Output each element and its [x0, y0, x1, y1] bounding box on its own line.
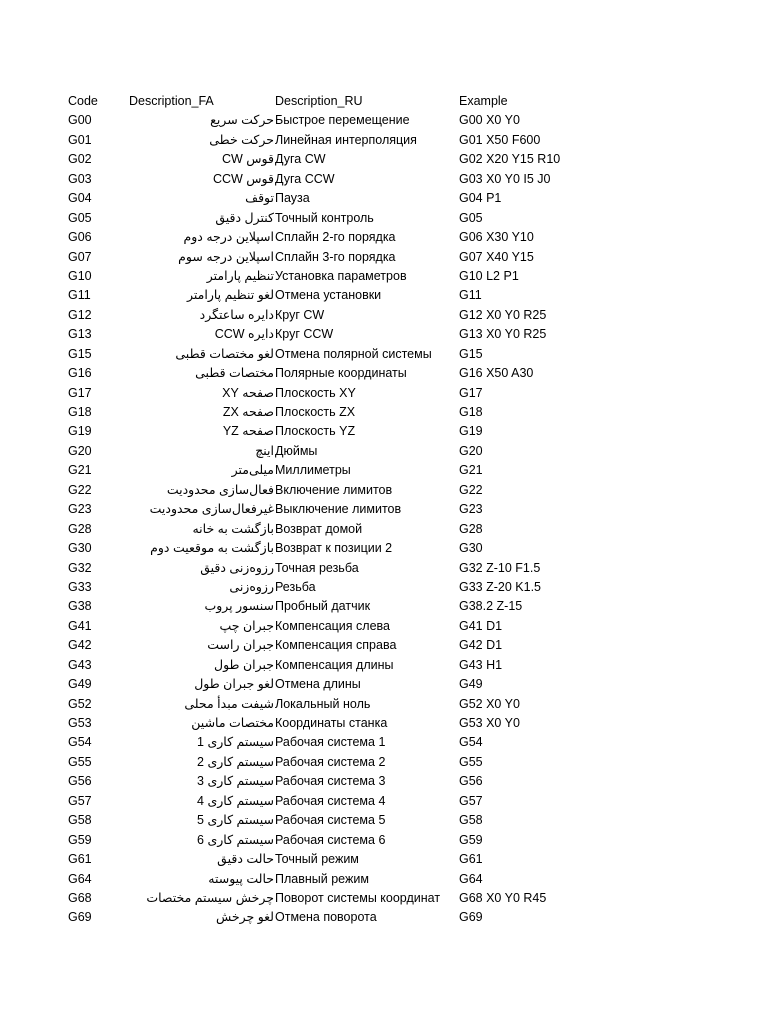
description-ru-cell: Точная резьба [275, 560, 359, 575]
description-ru-cell: Отмена полярной системы [275, 346, 432, 361]
code-cell: G07 [68, 249, 92, 264]
description-fa-cell: توقف [245, 191, 274, 206]
table-row [0, 908, 768, 927]
example-cell: G38.2 Z-15 [459, 599, 523, 614]
table-body [0, 111, 768, 927]
description-ru-cell: Дюймы [275, 443, 318, 458]
table-row [0, 228, 768, 247]
description-ru-cell: Полярные координаты [275, 366, 407, 381]
example-cell: G02 X20 Y15 R10 [459, 152, 561, 167]
example-cell: G07 X40 Y15 [459, 249, 534, 264]
description-fa-cell: سیستم کاری 3 [197, 774, 274, 789]
description-ru-cell: Рабочая система 3 [275, 774, 386, 789]
code-cell: G57 [68, 793, 92, 808]
table-row [0, 636, 768, 655]
example-cell: G13 X0 Y0 R25 [459, 327, 547, 342]
code-cell: G10 [68, 268, 92, 283]
code-cell: G61 [68, 852, 92, 867]
code-cell: G68 [68, 890, 92, 905]
description-fa-cell: لغو تنظیم پارامتر [187, 288, 274, 303]
example-cell: G52 X0 Y0 [459, 696, 520, 711]
example-cell: G10 L2 P1 [459, 268, 519, 283]
code-cell: G42 [68, 638, 92, 653]
table-row [0, 500, 768, 519]
table-row [0, 345, 768, 364]
table-row [0, 267, 768, 286]
description-ru-cell: Быстрое перемещение [275, 113, 410, 128]
gcode-table [0, 92, 768, 928]
description-ru-cell: Поворот системы координат [275, 890, 441, 905]
code-cell: G59 [68, 832, 92, 847]
description-fa-cell: اسپلاین درجه سوم [178, 249, 274, 264]
description-fa-cell: سیستم کاری 1 [197, 735, 274, 750]
code-cell: G56 [68, 774, 92, 789]
description-ru-cell: Резьба [275, 579, 316, 594]
description-fa-cell: لغو جبران طول [194, 677, 274, 692]
description-fa-cell: میلی‌متر [231, 463, 274, 478]
description-fa-cell: سیستم کاری 5 [197, 813, 274, 828]
example-cell: G55 [459, 754, 483, 769]
table-row [0, 850, 768, 869]
description-ru-cell: Выключение лимитов [275, 502, 402, 517]
description-fa-cell: چرخش سیستم مختصات [146, 890, 274, 905]
table-row [0, 772, 768, 791]
description-fa-cell: صفحه YZ [222, 424, 274, 439]
description-ru-cell: Установка параметров [275, 268, 407, 283]
example-cell: G57 [459, 793, 483, 808]
table-row [0, 811, 768, 830]
description-ru-cell: Рабочая система 2 [275, 754, 386, 769]
example-cell: G05 [459, 210, 483, 225]
example-cell: G16 X50 A30 [459, 366, 534, 381]
table-row [0, 733, 768, 752]
example-cell: G53 X0 Y0 [459, 716, 520, 730]
description-fa-cell: کنترل دقیق [215, 210, 274, 225]
description-fa-cell: حرکت سریع [210, 113, 274, 128]
description-ru-cell: Дуга CCW [275, 171, 335, 186]
code-cell: G49 [68, 677, 92, 692]
table-row [0, 714, 768, 733]
table-row [0, 792, 768, 811]
description-ru-cell: Рабочая система 6 [275, 832, 386, 847]
header-description-fa: Description_FA [129, 94, 214, 108]
table-row [0, 520, 768, 539]
example-cell: G42 D1 [459, 638, 503, 653]
description-fa-cell: تنظیم پارامتر [206, 268, 274, 283]
table-row [0, 656, 768, 675]
description-fa-cell: صفحه XY [222, 385, 274, 400]
description-fa-cell: رزوه‌زنی [229, 579, 274, 594]
description-ru-cell: Точный режим [275, 852, 359, 867]
example-cell: G69 [459, 910, 483, 925]
description-fa-cell: فعال‌سازی محدودیت [166, 482, 274, 497]
table-row [0, 189, 768, 208]
table-row [0, 111, 768, 130]
description-ru-cell: Пауза [275, 191, 310, 206]
description-fa-cell: حالت پیوسته [208, 871, 274, 886]
example-cell: G19 [459, 424, 483, 439]
table-row [0, 384, 768, 403]
example-cell: G49 [459, 677, 483, 692]
code-cell: G23 [68, 502, 92, 517]
table-row [0, 870, 768, 889]
description-fa-cell: بازگشت به موقعیت دوم [150, 541, 274, 556]
example-cell: G11 [459, 288, 482, 303]
description-fa-cell: جبران طول [213, 657, 274, 672]
description-ru-cell: Круг CCW [275, 327, 334, 342]
table-row [0, 248, 768, 267]
description-fa-cell: مختصات ماشین [191, 716, 274, 730]
description-fa-cell: حالت دقیق [217, 852, 274, 867]
example-cell: G43 H1 [459, 657, 503, 672]
description-ru-cell: Координаты станка [275, 716, 388, 730]
description-fa-cell: لغو چرخش [215, 910, 274, 925]
example-cell: G28 [459, 521, 483, 536]
table-row [0, 150, 768, 169]
description-fa-cell: غیرفعال‌سازی محدودیت [149, 502, 274, 517]
code-cell: G03 [68, 171, 92, 186]
description-fa-cell: مختصات قطبی [195, 366, 274, 381]
code-cell: G58 [68, 813, 92, 828]
description-fa-cell: بازگشت به خانه [192, 521, 274, 536]
example-cell: G21 [459, 463, 483, 478]
table-row [0, 539, 768, 558]
code-cell: G33 [68, 579, 92, 594]
description-fa-cell: سیستم کاری 6 [197, 832, 274, 847]
table-row [0, 753, 768, 772]
description-ru-cell: Отмена длины [275, 677, 361, 692]
example-cell: G56 [459, 774, 483, 789]
example-cell: G68 X0 Y0 R45 [459, 890, 547, 905]
table-row [0, 325, 768, 344]
description-ru-cell: Возврат домой [275, 521, 363, 536]
code-cell: G06 [68, 230, 92, 245]
description-fa-cell: رزوه‌زنی دقیق [200, 560, 274, 575]
example-cell: G33 Z-20 K1.5 [459, 579, 541, 594]
description-ru-cell: Включение лимитов [275, 482, 393, 497]
description-ru-cell: Линейная интерполяция [275, 132, 417, 147]
table-row [0, 306, 768, 325]
table-row [0, 131, 768, 150]
table-row [0, 286, 768, 305]
example-cell: G61 [459, 852, 483, 867]
example-cell: G06 X30 Y10 [459, 230, 534, 245]
example-cell: G17 [459, 385, 483, 400]
description-fa-cell: صفحه ZX [222, 405, 274, 419]
code-cell: G18 [68, 405, 92, 419]
description-fa-cell: سنسور پروب [204, 599, 274, 614]
code-cell: G38 [68, 599, 92, 614]
example-cell: G22 [459, 482, 483, 497]
code-cell: G11 [68, 288, 91, 303]
description-ru-cell: Плавный режим [275, 871, 369, 886]
table-row [0, 675, 768, 694]
table-row [0, 442, 768, 461]
example-cell: G15 [459, 346, 483, 361]
description-ru-cell: Возврат к позиции 2 [275, 541, 393, 556]
code-cell: G30 [68, 541, 92, 556]
code-cell: G32 [68, 560, 92, 575]
example-cell: G03 X0 Y0 I5 J0 [459, 171, 551, 186]
description-fa-cell: شیفت مبدأ محلی [184, 696, 274, 711]
code-cell: G01 [68, 132, 92, 147]
description-ru-cell: Плоскость YZ [275, 424, 356, 439]
description-ru-cell: Сплайн 3-го порядка [275, 249, 396, 264]
description-ru-cell: Рабочая система 5 [275, 813, 386, 828]
example-cell: G12 X0 Y0 R25 [459, 307, 547, 322]
example-cell: G00 X0 Y0 [459, 113, 520, 128]
description-ru-cell: Компенсация слева [275, 618, 390, 633]
code-cell: G17 [68, 385, 92, 400]
code-cell: G21 [68, 463, 92, 478]
example-cell: G30 [459, 541, 483, 556]
description-fa-cell: سیستم کاری 2 [197, 754, 274, 769]
code-cell: G02 [68, 152, 92, 167]
description-ru-cell: Рабочая система 1 [275, 735, 386, 750]
header-example: Example [459, 94, 508, 108]
code-cell: G04 [68, 191, 92, 206]
table-row [0, 422, 768, 441]
description-ru-cell: Рабочая система 4 [275, 793, 386, 808]
description-ru-cell: Плоскость XY [275, 385, 356, 400]
code-cell: G15 [68, 346, 92, 361]
code-cell: G16 [68, 366, 92, 381]
table-row [0, 578, 768, 597]
description-ru-cell: Пробный датчик [275, 599, 371, 614]
table-row [0, 209, 768, 228]
description-fa-cell: حرکت خطی [209, 132, 274, 147]
table-row [0, 481, 768, 500]
example-cell: G23 [459, 502, 483, 517]
example-cell: G41 D1 [459, 618, 503, 633]
header-code: Code [68, 94, 98, 108]
code-cell: G20 [68, 443, 92, 458]
code-cell: G12 [68, 307, 92, 322]
code-cell: G64 [68, 871, 92, 886]
header-row [0, 92, 768, 111]
description-fa-cell: دایره CCW [214, 327, 274, 342]
table-row [0, 559, 768, 578]
description-fa-cell: دایره ساعتگرد [199, 307, 274, 322]
description-fa-cell: اینچ [255, 443, 274, 458]
code-cell: G13 [68, 327, 92, 342]
description-ru-cell: Круг CW [275, 307, 325, 322]
description-fa-cell: جبران راست [207, 638, 274, 653]
table-row [0, 695, 768, 714]
table-row [0, 617, 768, 636]
description-ru-cell: Точный контроль [275, 210, 374, 225]
description-ru-cell: Отмена поворота [275, 910, 377, 925]
example-cell: G58 [459, 813, 483, 828]
code-cell: G69 [68, 910, 92, 925]
code-cell: G41 [68, 618, 92, 633]
table-row [0, 403, 768, 422]
table-row [0, 170, 768, 189]
code-cell: G19 [68, 424, 92, 439]
header-description-ru: Description_RU [275, 94, 363, 108]
code-cell: G28 [68, 521, 92, 536]
description-fa-cell: اسپلاین درجه دوم [183, 230, 274, 245]
example-cell: G01 X50 F600 [459, 132, 541, 147]
description-ru-cell: Сплайн 2-го порядка [275, 230, 396, 245]
code-cell: G55 [68, 754, 92, 769]
example-cell: G64 [459, 871, 483, 886]
description-ru-cell: Компенсация справа [275, 638, 397, 653]
example-cell: G18 [459, 405, 483, 419]
description-fa-cell: سیستم کاری 4 [197, 793, 274, 808]
description-ru-cell: Локальный ноль [275, 696, 371, 711]
description-fa-cell: قوس CCW [212, 171, 274, 186]
table-row [0, 597, 768, 616]
code-cell: G00 [68, 113, 92, 128]
table-row [0, 364, 768, 383]
description-ru-cell: Компенсация длины [275, 657, 394, 672]
example-cell: G20 [459, 443, 483, 458]
description-ru-cell: Плоскость ZX [275, 405, 356, 419]
description-fa-cell: جبران چپ [219, 618, 274, 633]
code-cell: G22 [68, 482, 92, 497]
example-cell: G04 P1 [459, 191, 502, 206]
example-cell: G59 [459, 832, 483, 847]
example-cell: G54 [459, 735, 483, 750]
description-ru-cell: Дуга CW [275, 152, 326, 167]
table-row [0, 889, 768, 908]
example-cell: G32 Z-10 F1.5 [459, 560, 541, 575]
code-cell: G52 [68, 696, 92, 711]
code-cell: G53 [68, 716, 92, 730]
description-ru-cell: Отмена установки [275, 288, 382, 303]
code-cell: G43 [68, 657, 92, 672]
description-ru-cell: Миллиметры [275, 463, 351, 478]
description-fa-cell: قوس CW [222, 152, 274, 167]
table-row [0, 461, 768, 480]
code-cell: G05 [68, 210, 92, 225]
description-fa-cell: لغو مختصات قطبی [175, 346, 274, 361]
code-cell: G54 [68, 735, 92, 750]
table-row [0, 831, 768, 850]
